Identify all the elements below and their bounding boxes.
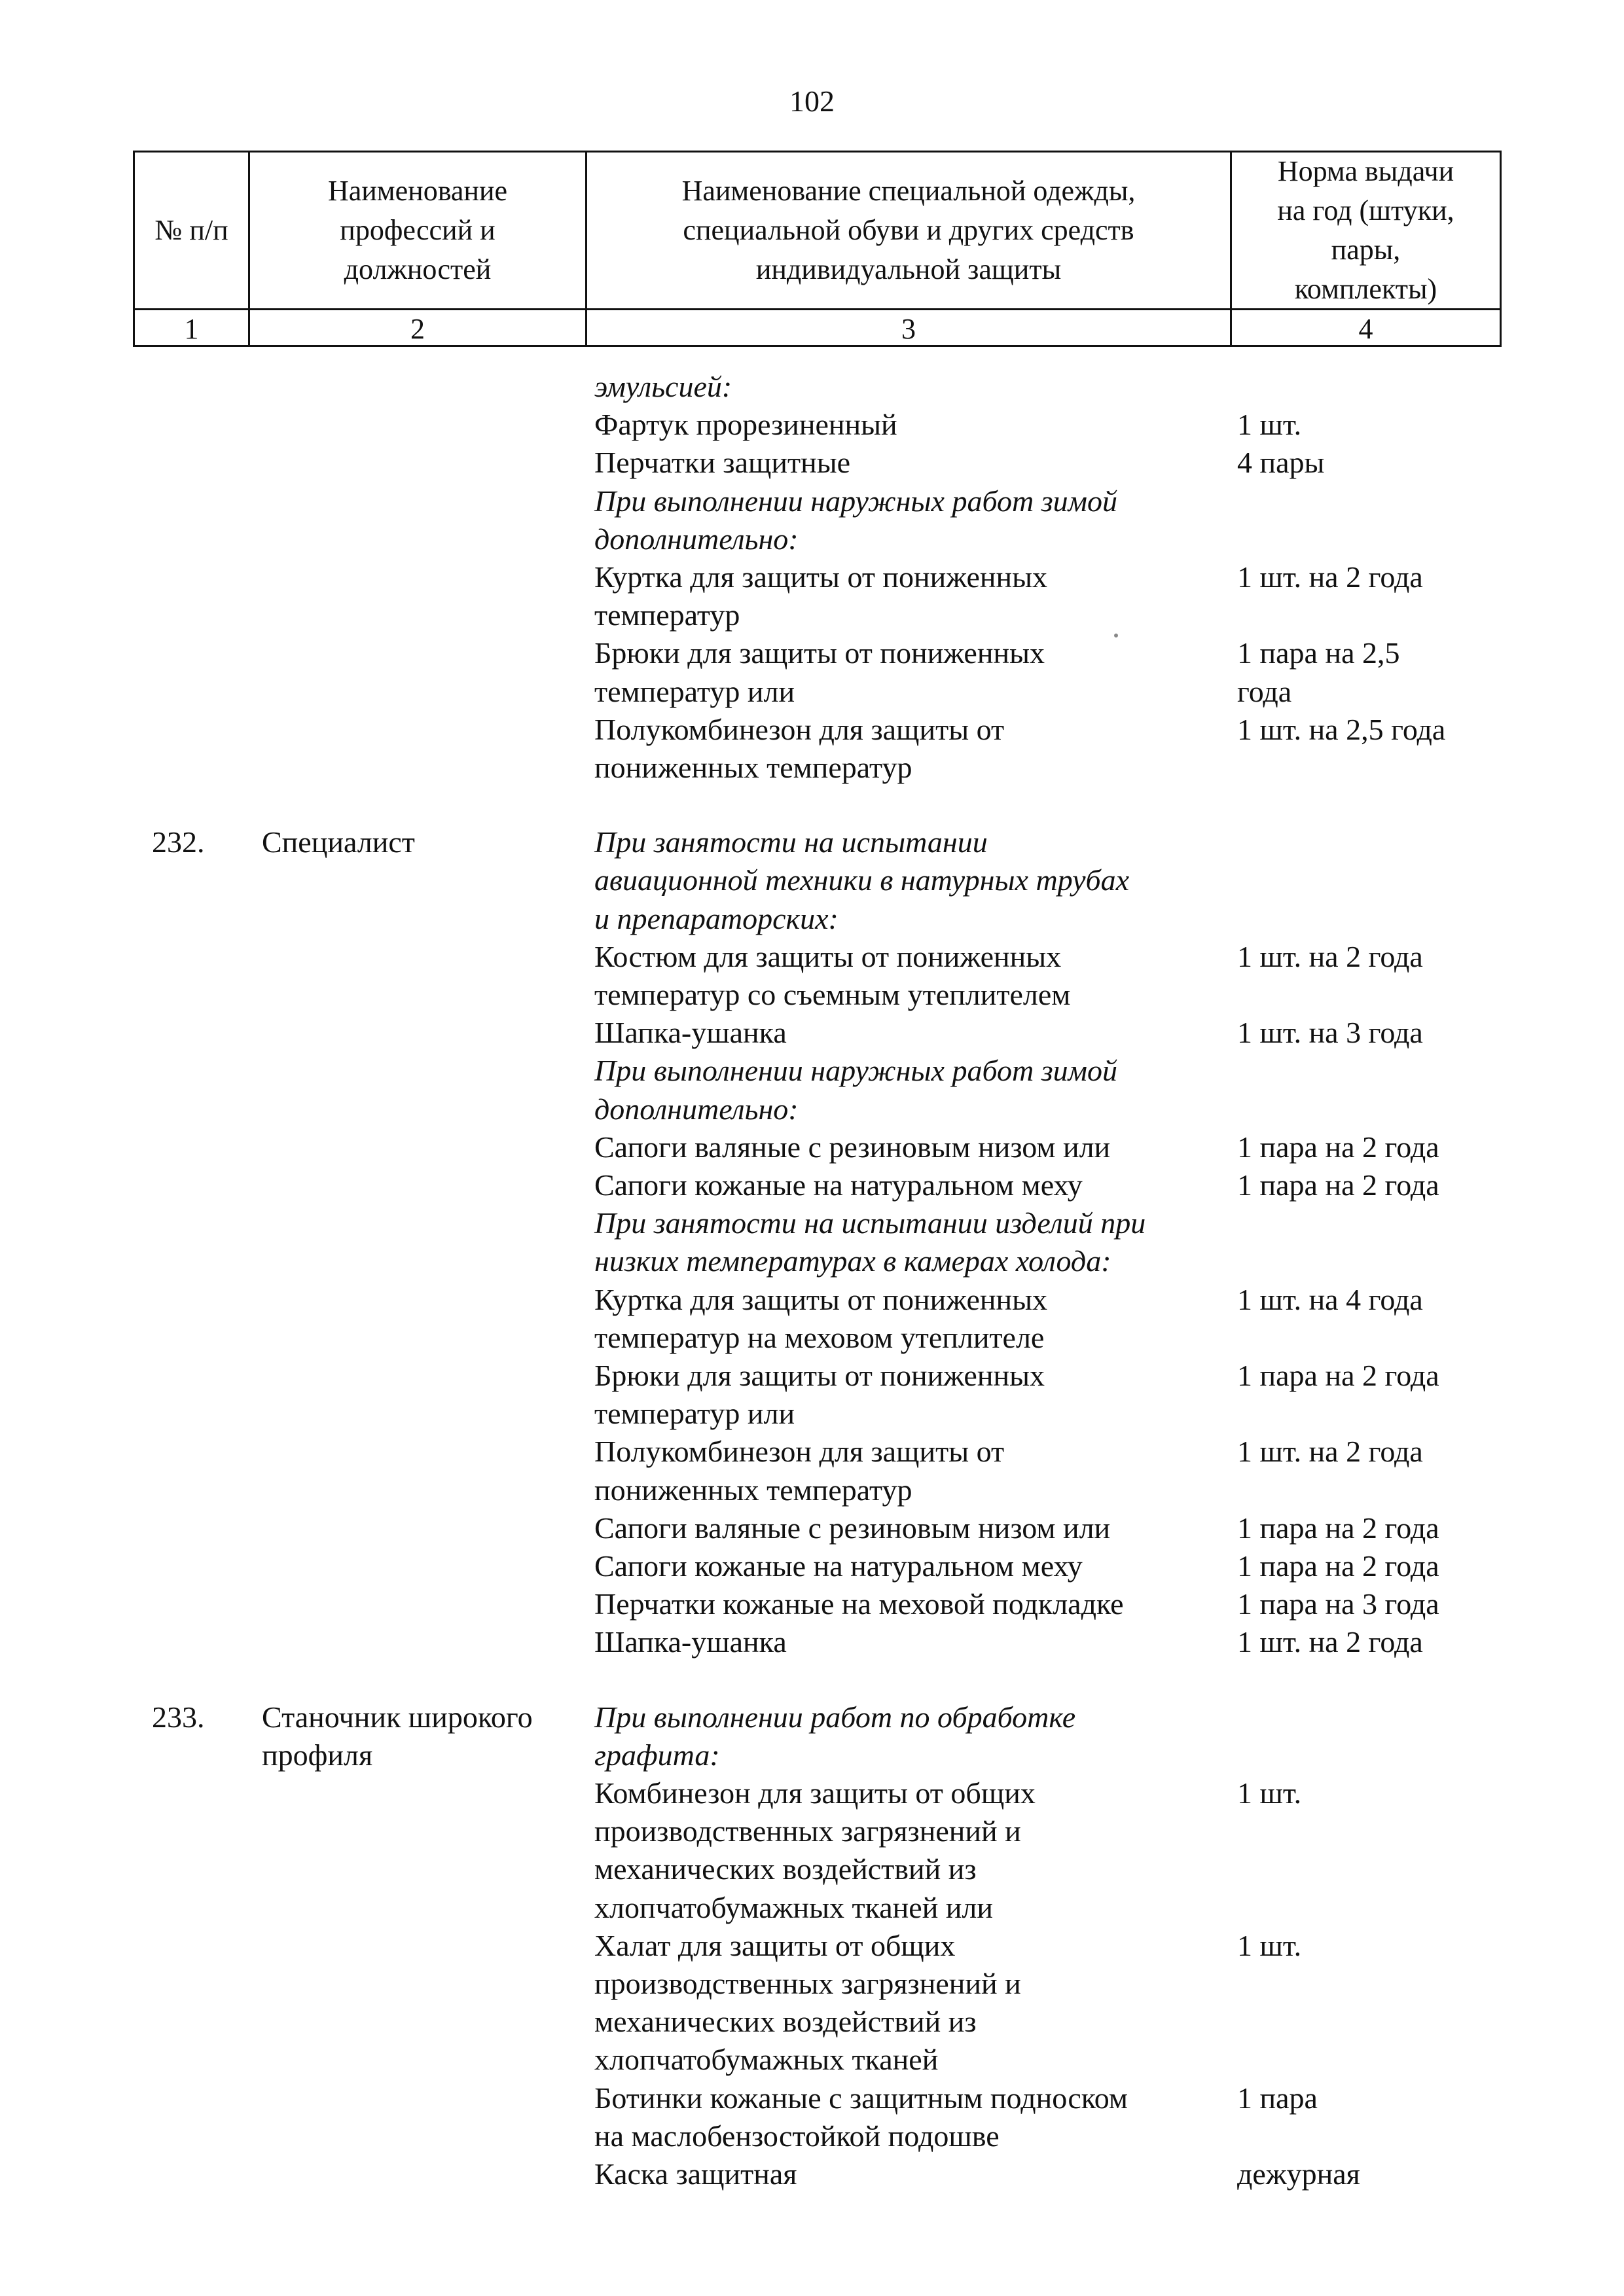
norm-value: 1 пара на 2 года — [1237, 1511, 1439, 1545]
header-col-norm — [1232, 152, 1500, 308]
header-col-norm-line: комплекты) — [1294, 273, 1437, 305]
item-text: хлопчатобумажных тканей или — [594, 1890, 994, 1924]
header-col-profession-line: профессий и — [340, 214, 496, 246]
item-text: При занятости на испытании изделий при — [594, 1206, 1146, 1240]
item-text: хлопчатобумажных тканей — [594, 2043, 939, 2077]
header-col-profession-line: должностей — [344, 253, 492, 285]
item-text: температур со съемным утеплителем — [594, 978, 1071, 1011]
item-text: пониженных температур — [594, 751, 912, 784]
item-text: на маслобензостойкой подошве — [594, 2119, 1000, 2153]
item-text: и препараторских: — [594, 901, 839, 935]
item-text: эмульсией: — [594, 370, 732, 403]
table-header — [133, 151, 1502, 347]
item-text: Костюм для защиты от пониженных — [594, 939, 1062, 973]
header-number-2: 2 — [250, 310, 587, 347]
item-text: Фартук прорезиненный — [594, 408, 897, 442]
item-text: Перчатки защитные — [594, 446, 851, 480]
item-text: Куртка для защиты от пониженных — [594, 560, 1048, 594]
norm-value: 1 пара на 3 года — [1237, 1587, 1439, 1621]
norm-value: дежурная — [1237, 2157, 1360, 2191]
item-text: Шапка-ушанка — [594, 1016, 787, 1050]
item-text: Полукомбинезон для защиты от — [594, 712, 1005, 746]
header-col-profession-line: Наименование — [327, 175, 508, 207]
header-col-norm-line: пары, — [1331, 234, 1401, 266]
item-text: пониженных температур — [594, 1473, 912, 1507]
item-text: дополнительно: — [594, 1092, 799, 1126]
norm-value: 1 пара на 2 года — [1237, 1359, 1439, 1392]
norm-value: 1 шт. на 3 года — [1237, 1016, 1423, 1050]
header-number-1: 1 — [135, 310, 250, 347]
item-text: температур — [594, 598, 740, 632]
page-number: 102 — [789, 84, 835, 118]
header-col-profession — [250, 152, 587, 308]
header-number-4: 4 — [1358, 312, 1373, 345]
norm-value: 1 шт. на 2 года — [1237, 560, 1423, 594]
item-text: Каска защитная — [594, 2157, 797, 2191]
item-text: При выполнении работ по обработке — [594, 1700, 1076, 1734]
norm-value: 1 пара на 2 года — [1237, 1130, 1439, 1164]
norm-value: года — [1237, 674, 1292, 708]
norm-value: 1 шт. на 2 года — [1237, 939, 1423, 973]
profession-name: Специалист — [262, 825, 415, 859]
item-text: Ботинки кожаные с защитным подноском — [594, 2081, 1128, 2115]
header-col-norm-line: на год (штуки, — [1277, 194, 1454, 226]
header-col-clothing — [587, 152, 1232, 308]
item-text: производственных загрязнений и — [594, 1814, 1021, 1848]
item-text: Халат для защиты от общих — [594, 1928, 956, 1962]
item-text: Сапоги кожаные на натуральном меху — [594, 1168, 1083, 1202]
header-col-norm-line: Норма выдачи — [1277, 155, 1454, 187]
item-text: дополнительно: — [594, 522, 799, 556]
norm-value: 1 пара на 2,5 — [1237, 636, 1400, 670]
item-text: При выполнении наружных работ зимой — [594, 484, 1118, 518]
item-text: графита: — [594, 1738, 720, 1772]
profession-name: профиля — [262, 1738, 373, 1772]
norm-value: 1 шт. на 2 года — [1237, 1435, 1423, 1469]
item-text: производственных загрязнений и — [594, 1967, 1021, 2000]
header-number-3: 3 — [587, 310, 1232, 347]
item-text: механических воздействий из — [594, 1852, 977, 1886]
norm-value: 1 шт. на 2 года — [1237, 1625, 1423, 1659]
item-text: температур или — [594, 1397, 795, 1431]
scan-speck — [1114, 634, 1118, 637]
item-text: температур на меховом утеплителе — [594, 1320, 1045, 1354]
item-text: Полукомбинезон для защиты от — [594, 1435, 1005, 1469]
norm-value: 1 пара — [1237, 2081, 1318, 2115]
item-text: При выполнении наружных работ зимой — [594, 1054, 1118, 1088]
item-text: Сапоги кожаные на натуральном меху — [594, 1549, 1083, 1583]
norm-value: 1 шт. — [1237, 1776, 1302, 1810]
norm-value: 1 пара на 2 года — [1237, 1549, 1439, 1583]
row-number: 232. — [152, 825, 205, 859]
item-text: Сапоги валяные с резиновым низом или — [594, 1511, 1111, 1545]
item-text: Сапоги валяные с резиновым низом или — [594, 1130, 1111, 1164]
norm-value: 1 шт. на 4 года — [1237, 1282, 1423, 1316]
item-text: низких температурах в камерах холода: — [594, 1244, 1111, 1278]
item-text: Брюки для защиты от пониженных — [594, 1359, 1045, 1392]
header-number-row — [135, 308, 1500, 345]
item-text: механических воздействий из — [594, 2005, 977, 2039]
norm-value: 1 шт. — [1237, 408, 1302, 442]
header-col-number-label: № п/п — [154, 214, 228, 246]
header-col-number — [135, 152, 250, 308]
item-text: Комбинезон для защиты от общих — [594, 1776, 1036, 1810]
norm-value: 4 пары — [1237, 446, 1325, 480]
norm-value: 1 шт. — [1237, 1928, 1302, 1962]
item-text: Шапка-ушанка — [594, 1625, 787, 1659]
item-text: температур или — [594, 674, 795, 708]
row-number: 233. — [152, 1700, 205, 1734]
item-text: авиационной техники в натурных трубах — [594, 863, 1130, 897]
item-text: Куртка для защиты от пониженных — [594, 1282, 1048, 1316]
item-text: Брюки для защиты от пониженных — [594, 636, 1045, 670]
norm-value: 1 пара на 2 года — [1237, 1168, 1439, 1202]
header-col-clothing-line: индивидуальной защиты — [755, 253, 1062, 285]
header-col-clothing-line: Наименование специальной одежды, — [681, 175, 1136, 207]
profession-name: Станочник широкого — [262, 1700, 533, 1734]
item-text: При занятости на испытании — [594, 825, 988, 859]
header-col-clothing-line: специальной обуви и других средств — [683, 214, 1134, 246]
norm-value: 1 шт. на 2,5 года — [1237, 712, 1446, 746]
item-text: Перчатки кожаные на меховой подкладке — [594, 1587, 1124, 1621]
